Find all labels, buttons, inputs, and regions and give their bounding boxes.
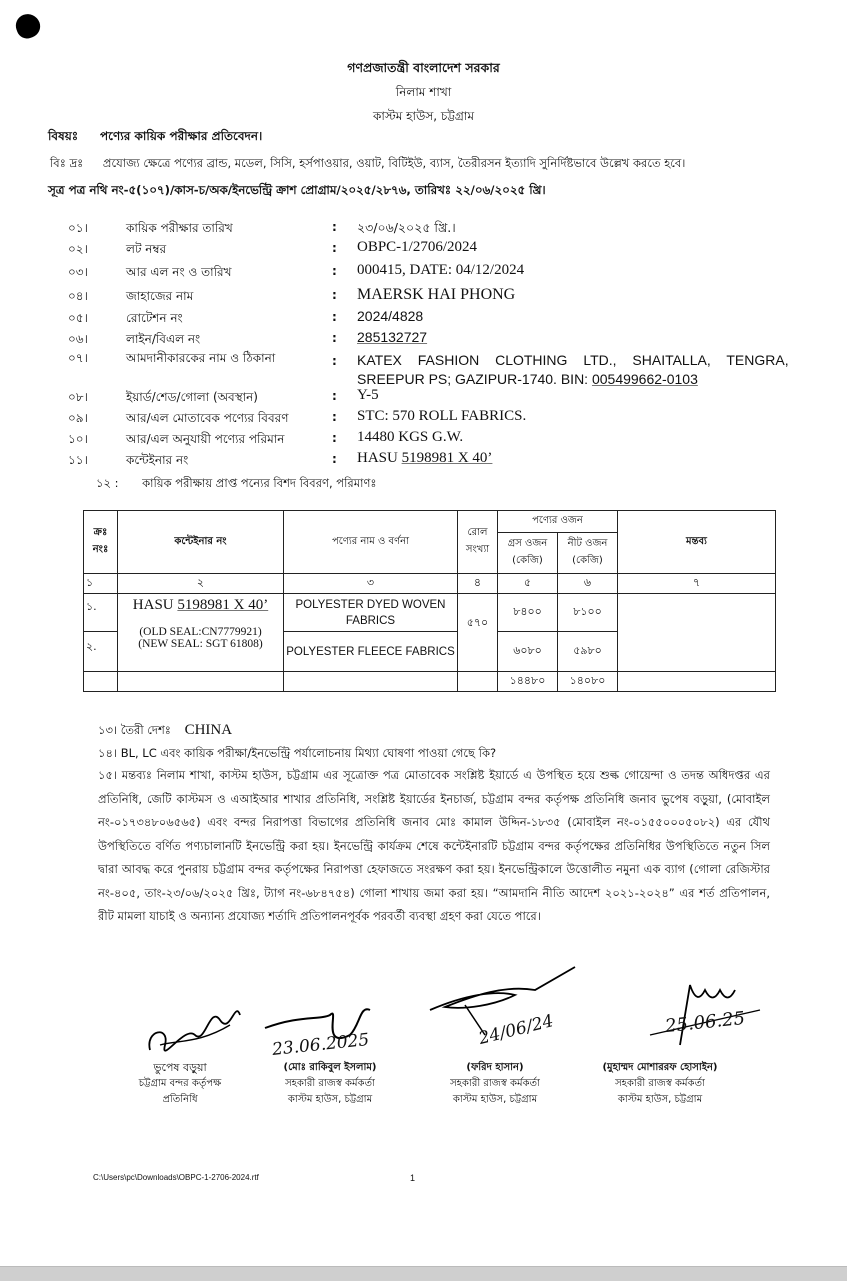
- origin-country: CHINA: [184, 722, 233, 738]
- table-header-row: [84, 511, 776, 533]
- new-seal: (NEW SEAL: SGT 61808): [138, 638, 263, 650]
- field-row: [68, 431, 788, 449]
- field-number: ০১।: [68, 221, 88, 235]
- field-row: [68, 310, 788, 328]
- importer-address-line2: [357, 371, 698, 387]
- vessel-name-value: MAERSK HAI PHONG: [357, 286, 516, 303]
- field-row: [68, 241, 788, 259]
- row-serial: ২.: [84, 632, 118, 672]
- yard-value: Y-5: [357, 387, 379, 403]
- column-number-row: [84, 574, 776, 594]
- empty-cell: [284, 672, 458, 692]
- goods-name: POLYESTER FLEECE FABRICS: [284, 632, 458, 672]
- table-total-row: [84, 672, 776, 692]
- field-number: ০৪।: [68, 289, 88, 303]
- field-row: [68, 389, 788, 407]
- signatory-office: কাস্টম হাউস, চট্টগ্রাম: [617, 1094, 703, 1105]
- field-colon: :: [332, 288, 337, 302]
- goods-table: [83, 510, 776, 692]
- col-number: ৩: [284, 574, 458, 594]
- col-number: ৬: [558, 574, 618, 594]
- header-remarks: মন্তব্য: [618, 511, 776, 574]
- header-serial: ক্রঃ নংঃ: [84, 511, 118, 574]
- container-id: [120, 597, 281, 614]
- item-12-text: কায়িক পরীক্ষায় প্রাপ্ত পন্যের বিশদ বিবরণ, পরিমাণঃ: [142, 476, 377, 490]
- handwritten-date: 23.06.2025: [271, 1029, 371, 1061]
- bl-number-value: 285132727: [357, 329, 428, 345]
- field-row: [68, 220, 788, 238]
- empty-cell: [84, 672, 118, 692]
- field-number: ১০।: [68, 432, 88, 446]
- field-label: ইয়ার্ড/শেড/গোলা (অবস্থান): [126, 390, 258, 404]
- empty-cell: [458, 672, 498, 692]
- gross-weight: ৮৪০০: [498, 594, 558, 632]
- field-row: [68, 410, 788, 428]
- item-13-label: ১৩। তৈরী দেশঃ: [98, 723, 171, 737]
- rl-number-value: 000415, DATE: 04/12/2024: [357, 262, 525, 278]
- container-number: 5198981 X 40’: [401, 450, 493, 466]
- header-goods: পণ্যের নাম ও বর্ণনা: [284, 511, 458, 574]
- field-number: ০৫।: [68, 311, 88, 325]
- field-row: [68, 350, 788, 390]
- file-path: C:\Users\pc\Downloads\OBPC-1-2706-2024.rtf: [93, 1173, 259, 1182]
- lot-number-value: OBPC-1/2706/2024: [357, 239, 478, 255]
- item-15-remarks: ১৫। মন্তব্যঃ নিলাম শাখা, কাস্টম হাউস, চট্টগ্রাম এর সূত্রোক্ত পত্র মোতাবেক সংশ্লিষ্ট ইয়ার্ডে এ উপস্থিত হয়ে শুল্ক গোয়েন্দা ও তদন্ত অধিদপ্তর এর প্রতিনিধি, জেটি কাস্টমস ও এআইআর শাখার প্রতিনিধি, সংশ্লিষ্ট ইয়ার্ডের ইনচার্জ, চট্টগ্রাম বন্দর কর্তৃপক্ষ প্রতিনিধি জনাব ভুপেষ বড়ুয়া, (মোবাইল নং-০১৭৩৪৮০৬৫৬৫) এবং বন্দর নিরাপত্তা বিভাগের প্রতিনিধি জনাব মোঃ কামাল উদ্দিন-১৮৩৫ (মোবাইল নং-০১৫৫০০০৫০৮২) এর যৌথ উপস্থিতিতে বর্ণিত পণ্যচালানটি ইনভেন্ট্রি করা হয়। ইনভেন্ট্রি কার্যক্রম শেষে কন্টেইনারটি চট্টগ্রাম বন্দর কর্তৃপক্ষের প্রতিনিধির উপস্থিতিতে নতুন সিল দ্বারা আবদ্ধ করে পুনরায় চট্টগ্রাম বন্দর কর্তৃপক্ষের নিরাপত্তা হেফাজতে সংরক্ষণ করা হয়। ইনভেন্ট্রিকালে উত্তোলীত নমুনা এক ব্যাগ (গোলা রেজিস্টার নং-৪০৫, তাং-২৩/০৬/২০২৫ খ্রিঃ, ট্যাগ নং-৬৮৪৭৫৪) গোলা শাখায় জমা করা হয়। “আমদানি নীতি আদেশ ২০২১-২০২৪” এর শর্ত প্রতিপালন, রীট মামলা যাচাই ও অন্যান্য প্রযোজ্য শর্তাদি প্রতিপালনপূর্বক পরবর্তী ব্যবস্থা গ্রহণ করা যেতে পারে।: [98, 768, 770, 923]
- handwritten-date: 25.06.25: [664, 1007, 747, 1038]
- goods-description-value: STC: 570 ROLL FABRICS.: [357, 408, 527, 424]
- field-number: ১১।: [68, 453, 88, 467]
- field-label: জাহাজের নাম: [126, 289, 194, 303]
- table-row: [84, 594, 776, 632]
- total-net-weight: ১৪০৮০: [558, 672, 618, 692]
- total-gross-weight: ১৪৪৮০: [498, 672, 558, 692]
- field-colon: :: [332, 354, 337, 368]
- rotation-number-value: 2024/4828: [357, 308, 424, 324]
- item-12: [96, 475, 377, 494]
- page-number: 1: [410, 1173, 416, 1183]
- header-gross: গ্রস ওজন (কেজি): [498, 533, 558, 574]
- field-colon: :: [332, 452, 337, 466]
- header-container: কন্টেইনার নং: [118, 511, 284, 574]
- subject-text: পণ্যের কায়িক পরীক্ষার প্রতিবেদন।: [100, 129, 263, 143]
- subject-line: [48, 128, 262, 148]
- field-label: আর এল নং ও তারিখ: [126, 265, 232, 279]
- signatory-title: চট্টগ্রাম বন্দর কর্তৃপক্ষ: [138, 1078, 222, 1089]
- signatory-name: (মোঃ রাকিবুল ইসলাম): [283, 1062, 377, 1073]
- signatory-name: (মুহাম্মদ মোশাররফ হোসাইন): [602, 1062, 718, 1073]
- office-title: কাস্টম হাউস, চট্টগ্রাম: [372, 109, 475, 123]
- field-row: [68, 288, 788, 306]
- header-rolls: রোল সংখ্যা: [458, 511, 498, 574]
- goods-quantity-value: 14480 KGS G.W.: [357, 429, 464, 445]
- government-title: গণপ্রজাতন্ত্রী বাংলাদেশ সরকার: [347, 60, 500, 75]
- container-cell: [118, 594, 284, 672]
- container-prefix: HASU: [132, 597, 178, 613]
- field-label: আর/এল মোতাবেক পণ্যের বিবরণ: [126, 411, 289, 425]
- signature-block-3: [430, 1060, 560, 1108]
- signatory-office: কাস্টম হাউস, চট্টগ্রাম: [287, 1094, 373, 1105]
- field-colon: :: [332, 410, 337, 424]
- rolls-count: ৫৭০: [458, 594, 498, 672]
- signatory-name: ভুপেষ বড়ুয়া: [153, 1061, 207, 1074]
- field-colon: :: [332, 220, 337, 234]
- col-number: ৪: [458, 574, 498, 594]
- item-13: [98, 722, 232, 741]
- importer-address-text: SREEPUR PS; GAZIPUR-1740. BIN:: [357, 371, 592, 387]
- item-14: ১৪। BL, LC এবং কায়িক পরীক্ষা/ইনভেন্ট্রি পর্যালোচনায় মিথ্যা ঘোষণা পাওয়া গেছে কি?: [98, 746, 497, 760]
- container-number: 5198981 X 40’: [177, 597, 269, 613]
- subject-label: বিষয়ঃ: [48, 129, 79, 143]
- container-number-value: [357, 450, 492, 467]
- viewer-bottom-bar: [0, 1266, 847, 1281]
- goods-name: POLYESTER DYED WOVEN FABRICS: [284, 594, 458, 632]
- field-colon: :: [332, 264, 337, 278]
- signatory-office: কাস্টম হাউস, চট্টগ্রাম: [452, 1094, 538, 1105]
- field-row: [68, 264, 788, 282]
- signatory-title: সহকারী রাজস্ব কর্মকর্তা: [450, 1078, 540, 1089]
- col-number: ৭: [618, 574, 776, 594]
- signature-mark: [140, 995, 250, 1065]
- note-line: [50, 155, 685, 174]
- signature-block-1: [120, 1060, 240, 1108]
- field-label: রোটেশন নং: [126, 311, 183, 325]
- field-colon: :: [332, 241, 337, 255]
- empty-cell: [118, 672, 284, 692]
- field-label: কায়িক পরীক্ষার তারিখ: [126, 221, 233, 235]
- item-12-number: ১২ :: [96, 476, 119, 490]
- field-label: লট নম্বর: [126, 242, 167, 256]
- field-row: [68, 331, 788, 349]
- empty-cell: [618, 672, 776, 692]
- signatory-title: সহকারী রাজস্ব কর্মকর্তা: [285, 1078, 375, 1089]
- net-weight: ৮১০০: [558, 594, 618, 632]
- branch-title: নিলাম শাখা: [395, 85, 452, 99]
- reference-line: সূত্র পত্র নথি নং-৫(১০৭)/কাস-চ/অক/ইনভেন্ট্রি ক্রাশ প্রোগ্রাম/২০২৫/২৮৭৬, তারিখঃ ২২/০৬/২০২৫ খ্রি।: [48, 183, 546, 197]
- container-prefix: HASU: [357, 450, 402, 466]
- row-serial: ১.: [84, 594, 118, 632]
- col-number: ৫: [498, 574, 558, 594]
- scan-ink-blot: [13, 11, 44, 42]
- note-label: বিঃ দ্রঃ: [50, 156, 84, 170]
- field-label: আমদানীকারকের নাম ও ঠিকানা: [126, 351, 276, 365]
- old-seal: (OLD SEAL:CN7779921): [139, 626, 262, 638]
- signatory-name: (ফরিদ হাসান): [466, 1062, 524, 1073]
- field-colon: :: [332, 331, 337, 345]
- field-number: ০৮।: [68, 390, 88, 404]
- field-number: ০২।: [68, 242, 88, 256]
- field-colon: :: [332, 389, 337, 403]
- col-number: ১: [84, 574, 118, 594]
- field-number: ০৬।: [68, 332, 88, 346]
- col-number: ২: [118, 574, 284, 594]
- signature-block-2: [260, 1060, 400, 1108]
- header-net: নীট ওজন (কেজি): [558, 533, 618, 574]
- field-row: [68, 452, 788, 470]
- field-label: আর/এল অনুযায়ী পণ্যের পরিমান: [126, 432, 285, 446]
- exam-date-value: ২৩/০৬/২০২৫ খ্রি.।: [357, 220, 456, 235]
- field-label: কন্টেইনার নং: [126, 453, 189, 467]
- gross-weight: ৬০৮০: [498, 632, 558, 672]
- signatory-title: সহকারী রাজস্ব কর্মকর্তা: [615, 1078, 705, 1089]
- header-weight: পণ্যের ওজন: [498, 511, 618, 533]
- handwritten-date: 24/06/24: [476, 1011, 556, 1049]
- bin-number: 005499662-0103: [591, 371, 698, 387]
- importer-value: KATEX FASHION CLOTHING LTD., SHAITALLA, TENGRA,: [357, 352, 789, 368]
- net-weight: ৫৯৮০: [558, 632, 618, 672]
- field-number: ০৯।: [68, 411, 88, 425]
- field-number: ০৭।: [68, 351, 88, 365]
- field-colon: :: [332, 431, 337, 445]
- field-number: ০৩।: [68, 265, 88, 279]
- remarks-cell: [618, 594, 776, 672]
- field-colon: :: [332, 310, 337, 324]
- field-label: লাইন/বিএল নং: [126, 332, 201, 346]
- signatory-office: প্রতিনিধি: [162, 1094, 198, 1105]
- signature-block-4: [580, 1060, 740, 1108]
- note-text: প্রযোজ্য ক্ষেত্রে পণ্যের ব্রান্ড, মডেল, সিসি, হর্সপাওয়ার, ওয়াট, বিটিইউ, ব্যাস, তৈরীরসন ইত্যাদি সুনির্দিষ্টভাবে উল্লেখ করতে হবে।: [102, 156, 686, 170]
